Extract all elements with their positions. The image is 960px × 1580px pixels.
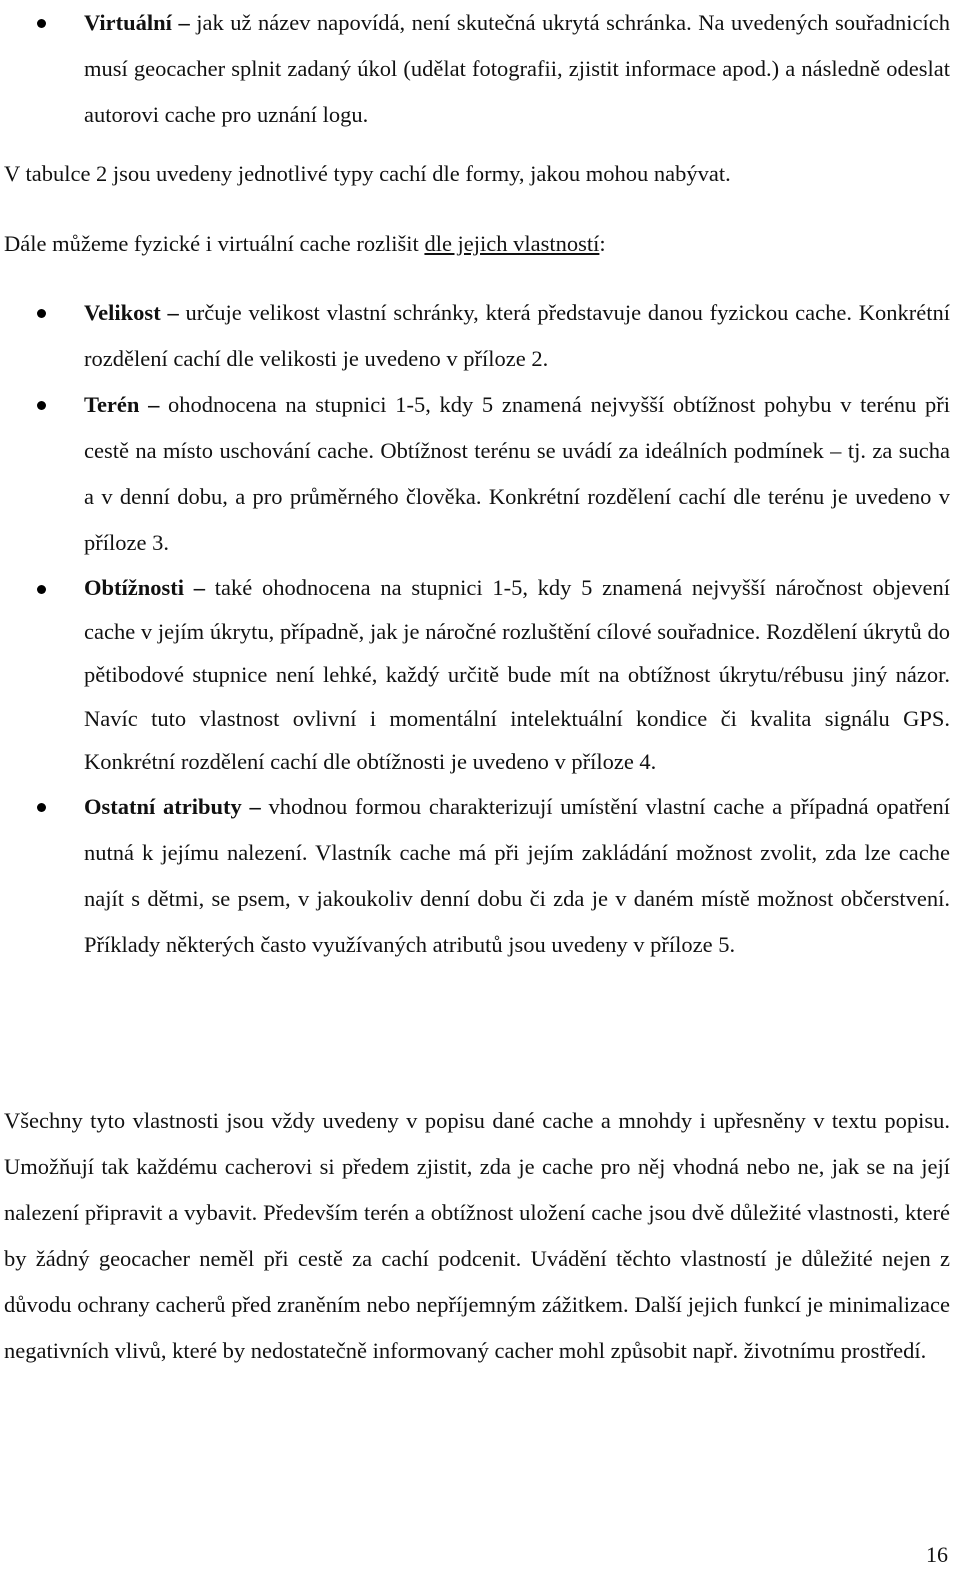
list-item-teren — [0, 382, 960, 566]
velikost-description: určuje velikost vlastní schránky, která představuje danou fyzickou cache. Konkrétní rozdělení cachí dle velikosti je uvedeno v příloze 2. — [84, 300, 951, 371]
table-reference-sentence: V tabulce 2 jsou uvedeny jednotlivé typy cachí dle formy, jakou mohou nabývat. — [4, 161, 731, 186]
properties-block — [0, 290, 960, 968]
list-item-velikost — [0, 290, 960, 382]
term-teren: Terén — [84, 392, 140, 417]
bullet-icon — [37, 585, 46, 594]
term-virtual: Virtuální — [84, 10, 172, 35]
term-dash: – — [139, 392, 169, 417]
page-number: 16 — [926, 1542, 948, 1567]
term-dash: – — [171, 10, 197, 35]
intro-colon: : — [599, 231, 606, 256]
term-velikost: Velikost — [84, 300, 161, 325]
virtual-description: jak už název napovídá, není skutečná ukrytá schránka. Na uvedených souřadnicích musí geocacher splnit zadaný úkol (udělat fotografii, zjistit informace apod.) a následně odeslat autorovi cache pro uznání logu. — [84, 10, 950, 127]
intro-text: Dále můžeme fyzické i virtuální cache rozlišit — [4, 231, 425, 256]
virtual-cache-block — [0, 0, 960, 138]
ostatni-atributy-description: vhodnou formou charakterizují umístění vlastní cache a případná opatření nutná k jejímu nalezení. Vlastník cache má při jejím zakládání možnost zvolit, zda lze cache najít s dětmi, se psem, v jakoukoliv denní dobu či zda je v daném místě možnost občerstvení. Příklady některých často využívaných atributů jsou uvedeny v příloze 5. — [84, 793, 950, 957]
bullet-icon — [37, 19, 46, 28]
term-obtiznosti: Obtížnosti — [84, 575, 185, 600]
list-item-virtual — [0, 0, 960, 138]
intro-underlined-text: dle jejich vlastností — [424, 231, 600, 256]
term-dash: – — [184, 575, 215, 600]
term-dash: – — [160, 300, 186, 325]
term-dash: – — [241, 793, 269, 819]
bullet-icon — [37, 803, 46, 812]
bullet-icon — [37, 309, 46, 318]
closing-paragraph: Všechny tyto vlastnosti jsou vždy uvedeny v popisu dané cache a mnohdy i upřesněny v textu popisu. Umožňují tak každému cacherovi si předem zjistit, zda je cache pro něj vhodná nebo ne, jak se na její nalezení připravit a vybavit. Především terén a obtížnost uložení cache jsou dvě důležité vlastnosti, které by žádný geocacher neměl při cestě za cachí podcenit. Uvádění těchto vlastností je důležité nejen z důvodu ochrany cacherů před zraněním nebo nepříjemným zážitkem. Další jejich funkcí je minimalizace negativních vlivů, které by nedostatečně informovaný cacher mohl způsobit např. životnímu prostředí. — [4, 1108, 950, 1363]
obtiznosti-description: také ohodnocena na stupnici 1-5, kdy 5 znamená nejvyšší náročnost objevení cache v jejím úkrytu, případně, jak je náročné rozluštění cílové souřadnice. Rozdělení úkrytů do pětibodové stupnice není lehké, každý určitě bude mít na obtížnost úkrytu/rébusu jiný názor. Navíc tuto vlastnost ovlivní i momentální intelektuální kondice či kvalita signálu GPS. Konkrétní rozdělení cachí dle obtížnosti je uvedeno v příloze 4. — [84, 575, 950, 774]
properties-list — [0, 290, 960, 968]
closing-block — [0, 1098, 960, 1374]
bullet-icon — [37, 401, 46, 410]
teren-description: ohodnocena na stupnici 1-5, kdy 5 znamená nejvyšší obtížnost pohybu v terénu při cestě na místo uschování cache. Obtížnost terénu se uvádí za ideálních podmínek – tj. za sucha a v denní dobu, a pro průměrného člověka. Konkrétní rozdělení cachí dle terénu je uvedeno v příloze 3. — [84, 392, 951, 555]
properties-intro-block — [0, 221, 960, 267]
properties-intro — [0, 221, 960, 267]
list-item-ostatni-atributy — [0, 784, 960, 968]
term-ostatni-atributy: Ostatní atributy — [84, 793, 242, 819]
table-reference-block — [0, 151, 960, 197]
list-item-obtiznosti — [0, 566, 960, 784]
cache-type-list — [0, 0, 960, 138]
